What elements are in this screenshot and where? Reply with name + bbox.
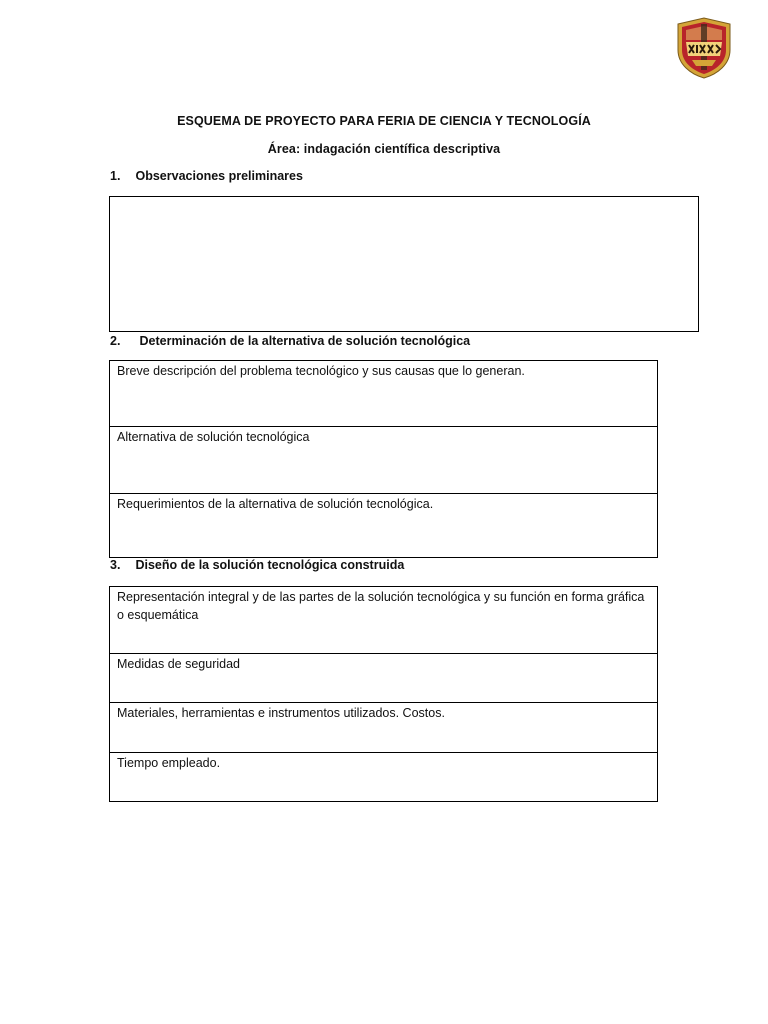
time-used-cell[interactable]: Tiempo empleado.	[117, 756, 221, 770]
document-title: ESQUEMA DE PROYECTO PARA FERIA DE CIENCIA Y TECNOLOGÍA	[177, 114, 591, 128]
section-2-heading	[110, 334, 470, 348]
solution-alternative-cell[interactable]: Alternativa de solución tecnológica	[110, 427, 657, 494]
requirements-cell[interactable]: Requerimientos de la alternativa de solución tecnológica.	[117, 497, 434, 511]
representation-cell[interactable]: Representación integral y de las partes de la solución tecnológica y su función en forma gráfica o esquemática	[110, 587, 657, 654]
section-2-number: 2.	[110, 334, 121, 348]
solution-alternative-table	[109, 360, 658, 558]
materials-cell[interactable]: Materiales, herramientas e instrumentos utilizados. Costos.	[110, 703, 657, 753]
observations-box[interactable]	[109, 196, 699, 332]
section-3-number: 3.	[110, 558, 121, 572]
section-1-title: Observaciones preliminares	[135, 169, 303, 183]
section-3-title: Diseño de la solución tecnológica construida	[135, 558, 405, 572]
safety-measures-cell[interactable]: Medidas de seguridad	[110, 654, 657, 703]
solution-design-table	[109, 586, 658, 802]
section-1-number: 1.	[110, 169, 121, 183]
section-3-heading	[110, 558, 404, 572]
problem-description-cell[interactable]: Breve descripción del problema tecnológico y sus causas que lo generan.	[110, 361, 657, 427]
school-crest-icon	[672, 16, 736, 80]
section-1-heading	[110, 169, 303, 183]
section-2-title: Determinación de la alternativa de solución tecnológica	[139, 334, 471, 348]
area-subtitle: Área: indagación científica descriptiva	[267, 142, 501, 156]
